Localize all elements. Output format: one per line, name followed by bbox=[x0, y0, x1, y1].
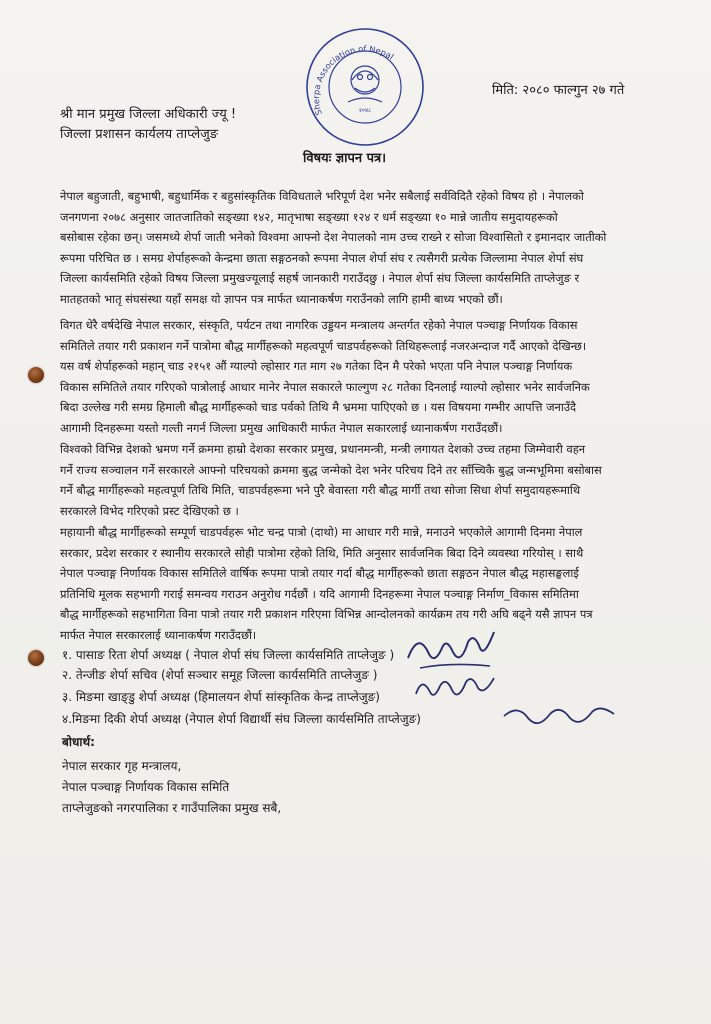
letter-subject: विषयः ज्ञापन पत्र। bbox=[303, 151, 387, 166]
cc-item-2: नेपाल पञ्चाङ्ग निर्णायक विकास समिति bbox=[62, 780, 230, 794]
signatory-1: १. पासाङ रिता शेर्पा अध्यक्ष ( नेपाल शेर्पा संघ जिल्ला कार्यसमिति ताप्लेजुङ ) bbox=[62, 648, 395, 662]
seal-emblem-icon bbox=[348, 66, 382, 102]
paragraph-line: महायानी बौद्ध मार्गीहरूको सम्पूर्ण चाडपर्वहरू भोट चन्द्र पात्रो (दाथो) मा आधार गरी मान्ने, मनाउने भएकोले आगामी दिनमा नेपाल bbox=[60, 525, 583, 539]
paragraph-line: विश्वको विभिन्न देशको भ्रमण गर्ने क्रममा हाम्रो देशका सरकार प्रमुख, प्रधानमन्त्री, मन्त्री लगायत देशको उच्च तहमा जिम्मेवारी वहन bbox=[60, 442, 586, 456]
body-paragraph-1 bbox=[60, 186, 660, 309]
cc-item-1: नेपाल सरकार गृह मन्त्रालय, bbox=[62, 759, 182, 773]
recipient-line-1: श्री मान प्रमुख जिल्ला अधिकारी ज्यू ! bbox=[60, 107, 237, 122]
signatory-4: ४.मिङमा दिकी शेर्पा अध्यक्ष (नेपाल शेर्पा विद्यार्थी संघ जिल्ला कार्यसमिति ताप्लेजुङ) bbox=[62, 712, 421, 726]
punch-hole-top bbox=[28, 367, 44, 383]
paragraph-line: नेपाल पञ्चाङ्ग निर्णायक विकास समितिले वार्षिक रूपमा पात्रो तयार गर्दा बौद्ध मार्गीहरूको छाता सङ्गठन नेपाल बौद्ध महासङ्घलाई bbox=[60, 566, 579, 580]
paragraph-line: गर्ने बौद्ध मार्गीहरूको महत्वपूर्ण तिथि मिति, चाडपर्वहरूमा भने पुरै बेवास्ता गरी बौद्ध मार्गी तथा सोजा सिधा शेर्पा समुदायहरूमाथि bbox=[60, 483, 581, 497]
paragraph-line: समितिले तयार गरी प्रकाशन गर्ने पात्रोमा बौद्ध मार्गीहरूको महत्वपूर्ण चाडपर्वहरूको तिथिहरूलाई नजरअन्दाज गर्दै आएको देखिन्छ। bbox=[60, 338, 587, 353]
paragraph-line: विगत धेरै वर्षदेखि नेपाल सरकार, संस्कृति, पर्यटन तथा नागरिक उड्डयन मन्त्रालय अन्तर्गत रहेको नेपाल पञ्चाङ्ग निर्णायक विकास bbox=[60, 318, 578, 332]
cc-item-3: ताप्लेजुङको नगरपालिका र गाउँपालिका प्रमुख सबै, bbox=[62, 801, 282, 815]
signatory-3: ३. मिङमा खाङ्डु शेर्पा अध्यक्ष (हिमालयन शेर्पा सांस्कृतिक केन्द्र ताप्लेजुङ) bbox=[62, 690, 380, 704]
svg-text:२०४८: २०४८ bbox=[358, 107, 372, 114]
signature-3 bbox=[500, 700, 620, 730]
recipient-line-2: जिल्ला प्रशासन कार्यलय ताप्लेजुङ bbox=[60, 127, 219, 142]
paragraph-line: विकास समितिले तयार गरिएको पात्रोलाई आधार मानेर नेपाल सकारले फाल्गुण २८ गतेका दिनलाई ग्याल्पो ल्होसार भनेर सार्वजनिक bbox=[60, 379, 590, 394]
paragraph-line: मातहतको भातृ संघसंस्था यहाँ समक्ष यो ज्ञापन पत्र मार्फत ध्यानाकर्षण गराउँनको लागि हामी बाध्य भएको छौं। bbox=[60, 291, 503, 306]
body-paragraph-4 bbox=[60, 522, 660, 645]
paragraph-line: सरकार, प्रदेश सरकार र स्थानीय सरकारले सोही पात्रोमा रहेको तिथि, मिति अनुसार सार्वजनिक बिदा दिने व्यवस्था गरियोस् । साथै bbox=[60, 545, 584, 560]
body-paragraph-3 bbox=[60, 439, 660, 521]
letter-date: मिति: २०८० फाल्गुन २७ गते bbox=[492, 83, 625, 98]
paragraph-line: रूपमा परिचित छ । समग्र शेर्पाहरूको केन्द्रमा छाता सङ्गठनको रूपमा नेपाल शेर्पा संघ र त्यसैगरी प्रत्येक जिल्लामा नेपाल शेर्पा संघ bbox=[60, 250, 584, 265]
paragraph-line: गर्ने राज्य सञ्चालन गर्ने सरकारले आफ्नो परिचयको क्रममा बुद्ध जन्मेको देश भनेर परिचय दिने तर साँच्चिकै बुद्ध जन्मभूमिमा बसोबास bbox=[60, 462, 602, 477]
signature-2 bbox=[410, 672, 510, 706]
cc-title: बोधार्थ: bbox=[62, 735, 95, 749]
paragraph-line: आगामी दिनहरूमा यस्तो गल्ती नगर्न जिल्ला प्रमुख आधिकारी मार्फत नेपाल सकारलाई ध्यानाकर्षण गराउँदछौं। bbox=[60, 420, 503, 435]
paragraph-line: सरकारले विभेद गरिएको प्रस्ट देखिएको छ । bbox=[60, 503, 239, 518]
paragraph-line: बिदा उल्लेख गरी समग्र हिमाली बौद्ध मार्गीहरूको चाड पर्वको तिथि मै भ्रममा पाएिएको छ । यस विषयमा गम्भीर आपत्ति जनाउँदै bbox=[60, 400, 577, 414]
body-paragraph-2 bbox=[60, 315, 660, 438]
paragraph-line: यस वर्ष शेर्पाहरूको महान् चाड २१५१ औं ग्याल्पो ल्होसार गत माग २७ गतेका दिन मै परेको भएता पनि नेपाल पञ्चाङ्ग निर्णायक bbox=[60, 359, 573, 373]
signatory-2: २. तेन्जीङ शेर्पा सचिव (शेर्पा सञ्चार समूह जिल्ला कार्यसमिति ताप्लेजुङ ) bbox=[62, 668, 378, 682]
svg-text:Sherpa Association of Nepal: Sherpa Association of Nepal bbox=[310, 43, 396, 117]
paragraph-line: बसोबास रहेका छन्। जसमध्ये शेर्पा जाती भनेको विश्वमा आफ्नो देश नेपालको नाम उच्च राख्ने र सोजा विश्वासितो र इमानदार जातीको bbox=[60, 230, 607, 244]
paragraph-line: मार्फत नेपाल सरकारलाई ध्यानाकर्षण गराउँदछौं। bbox=[60, 627, 257, 642]
paragraph-line: नेपाल बहुजाती, बहुभाषी, बहुधार्मिक र बहुसांस्कृतिक विविधताले भरिपूर्ण देश भनेर सबैलाई सर्वविदितै रहेको विषय हो । नेपालको bbox=[60, 189, 584, 203]
paragraph-line: जिल्ला कार्यसमिति रहेको विषय जिल्ला प्रमुखज्यूलाई सहर्ष जानकारी गराउँदछु । नेपाल शेर्पा संघ जिल्ला कार्यसमिति ताप्लेजुङ र bbox=[60, 271, 580, 285]
paragraph-line: बौद्ध मार्गीहरूको सहभागिता विना पात्रो तयार गरी प्रकाशन गरिएमा विभिन्न आन्दोलनको कार्यक्रम तय गरी अघि बढ्ने यसै ज्ञापन पत्र bbox=[60, 607, 593, 621]
organization-seal bbox=[300, 22, 430, 152]
paragraph-line: प्रतिनिधि मूलक सहभागी गराई समन्वय गराउन अनुरोध गर्दछौं । यदि आगामी दिनहरूमा नेपाल पञ्चाङ्ग निर्माण_विकास समितिमा bbox=[60, 586, 579, 601]
punch-hole-bottom bbox=[28, 650, 44, 666]
paragraph-line: जनगणना २०७८ अनुसार जातजातिको सङ्ख्या १४२, मातृभाषा सङ्ख्या १२४ र धर्म सङ्ख्या १० मान्ने जातीय समुदायहरूको bbox=[60, 209, 558, 224]
